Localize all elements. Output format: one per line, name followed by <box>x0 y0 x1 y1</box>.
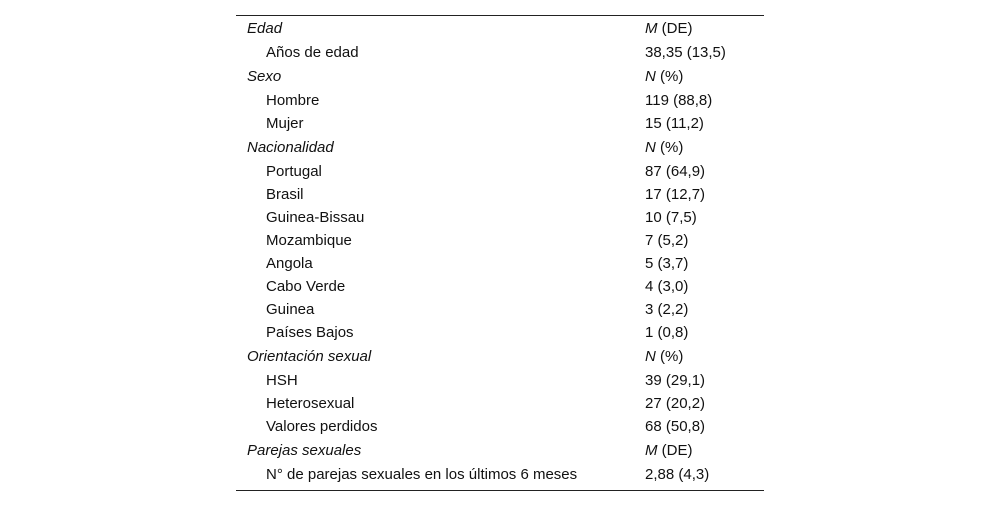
table-row <box>236 42 764 65</box>
stat-header <box>645 443 693 459</box>
table-row <box>236 207 764 230</box>
stat-header <box>645 21 693 37</box>
row-value: 38,35 (13,5) <box>645 44 726 61</box>
row-label: Años de edad <box>266 44 359 61</box>
section-header-parejas-sexuales <box>236 439 764 464</box>
table-row <box>236 322 764 345</box>
row-label: Mozambique <box>266 232 352 249</box>
row-label: Heterosexual <box>266 395 355 412</box>
row-label: Valores perdidos <box>266 418 378 435</box>
table-row <box>236 253 764 276</box>
stat-unit: (DE) <box>657 442 693 459</box>
row-label: Países Bajos <box>266 324 354 341</box>
row-value: 15 (11,2) <box>645 115 704 132</box>
section-header-edad <box>236 17 764 42</box>
table-row <box>236 113 764 136</box>
demographics-table <box>236 15 764 491</box>
stat-symbol: N <box>645 68 656 85</box>
table-row <box>236 464 764 487</box>
row-value: 2,88 (4,3) <box>645 466 710 483</box>
stat-header <box>645 140 683 156</box>
row-label: N° de parejas sexuales en los últimos 6 meses <box>266 466 578 483</box>
section-title: Orientación sexual <box>247 348 372 365</box>
stat-symbol: M <box>645 20 658 37</box>
row-value: 7 (5,2) <box>645 232 689 249</box>
stat-unit: (%) <box>655 348 684 365</box>
section-title: Nacionalidad <box>247 139 334 156</box>
section-title: Sexo <box>247 68 282 85</box>
section-header-sexo <box>236 65 764 90</box>
row-label: Guinea-Bissau <box>266 209 365 226</box>
section-header-orientacion-sexual <box>236 345 764 370</box>
row-value: 27 (20,2) <box>645 395 706 412</box>
table-row <box>236 276 764 299</box>
row-label: Brasil <box>266 186 304 203</box>
row-value: 3 (2,2) <box>645 301 689 318</box>
section-title: Edad <box>247 20 283 37</box>
table-row <box>236 230 764 253</box>
row-value: 17 (12,7) <box>645 186 706 203</box>
stat-unit: (%) <box>655 139 684 156</box>
table-row <box>236 161 764 184</box>
row-value: 5 (3,7) <box>645 255 689 272</box>
stat-symbol: M <box>645 442 658 459</box>
section-title: Parejas sexuales <box>247 442 362 459</box>
row-label: Guinea <box>266 301 315 318</box>
stat-header <box>645 69 683 85</box>
table-row <box>236 393 764 416</box>
stat-header <box>645 349 683 365</box>
stat-symbol: N <box>645 348 656 365</box>
row-value: 119 (88,8) <box>645 92 713 109</box>
table-row <box>236 299 764 322</box>
table-row <box>236 90 764 113</box>
table-row <box>236 370 764 393</box>
row-value: 1 (0,8) <box>645 324 689 341</box>
table-row <box>236 184 764 207</box>
row-value: 4 (3,0) <box>645 278 689 295</box>
table-row <box>236 416 764 439</box>
row-label: Angola <box>266 255 313 272</box>
stat-unit: (DE) <box>657 20 693 37</box>
stat-symbol: N <box>645 139 656 156</box>
row-label: Mujer <box>266 115 304 132</box>
row-value: 87 (64,9) <box>645 163 706 180</box>
row-value: 68 (50,8) <box>645 418 706 435</box>
row-value: 39 (29,1) <box>645 372 706 389</box>
row-value: 10 (7,5) <box>645 209 697 226</box>
section-header-nacionalidad <box>236 136 764 161</box>
row-label: Hombre <box>266 92 320 109</box>
row-label: HSH <box>266 372 298 389</box>
row-label: Portugal <box>266 163 322 180</box>
stat-unit: (%) <box>655 68 684 85</box>
row-label: Cabo Verde <box>266 278 346 295</box>
